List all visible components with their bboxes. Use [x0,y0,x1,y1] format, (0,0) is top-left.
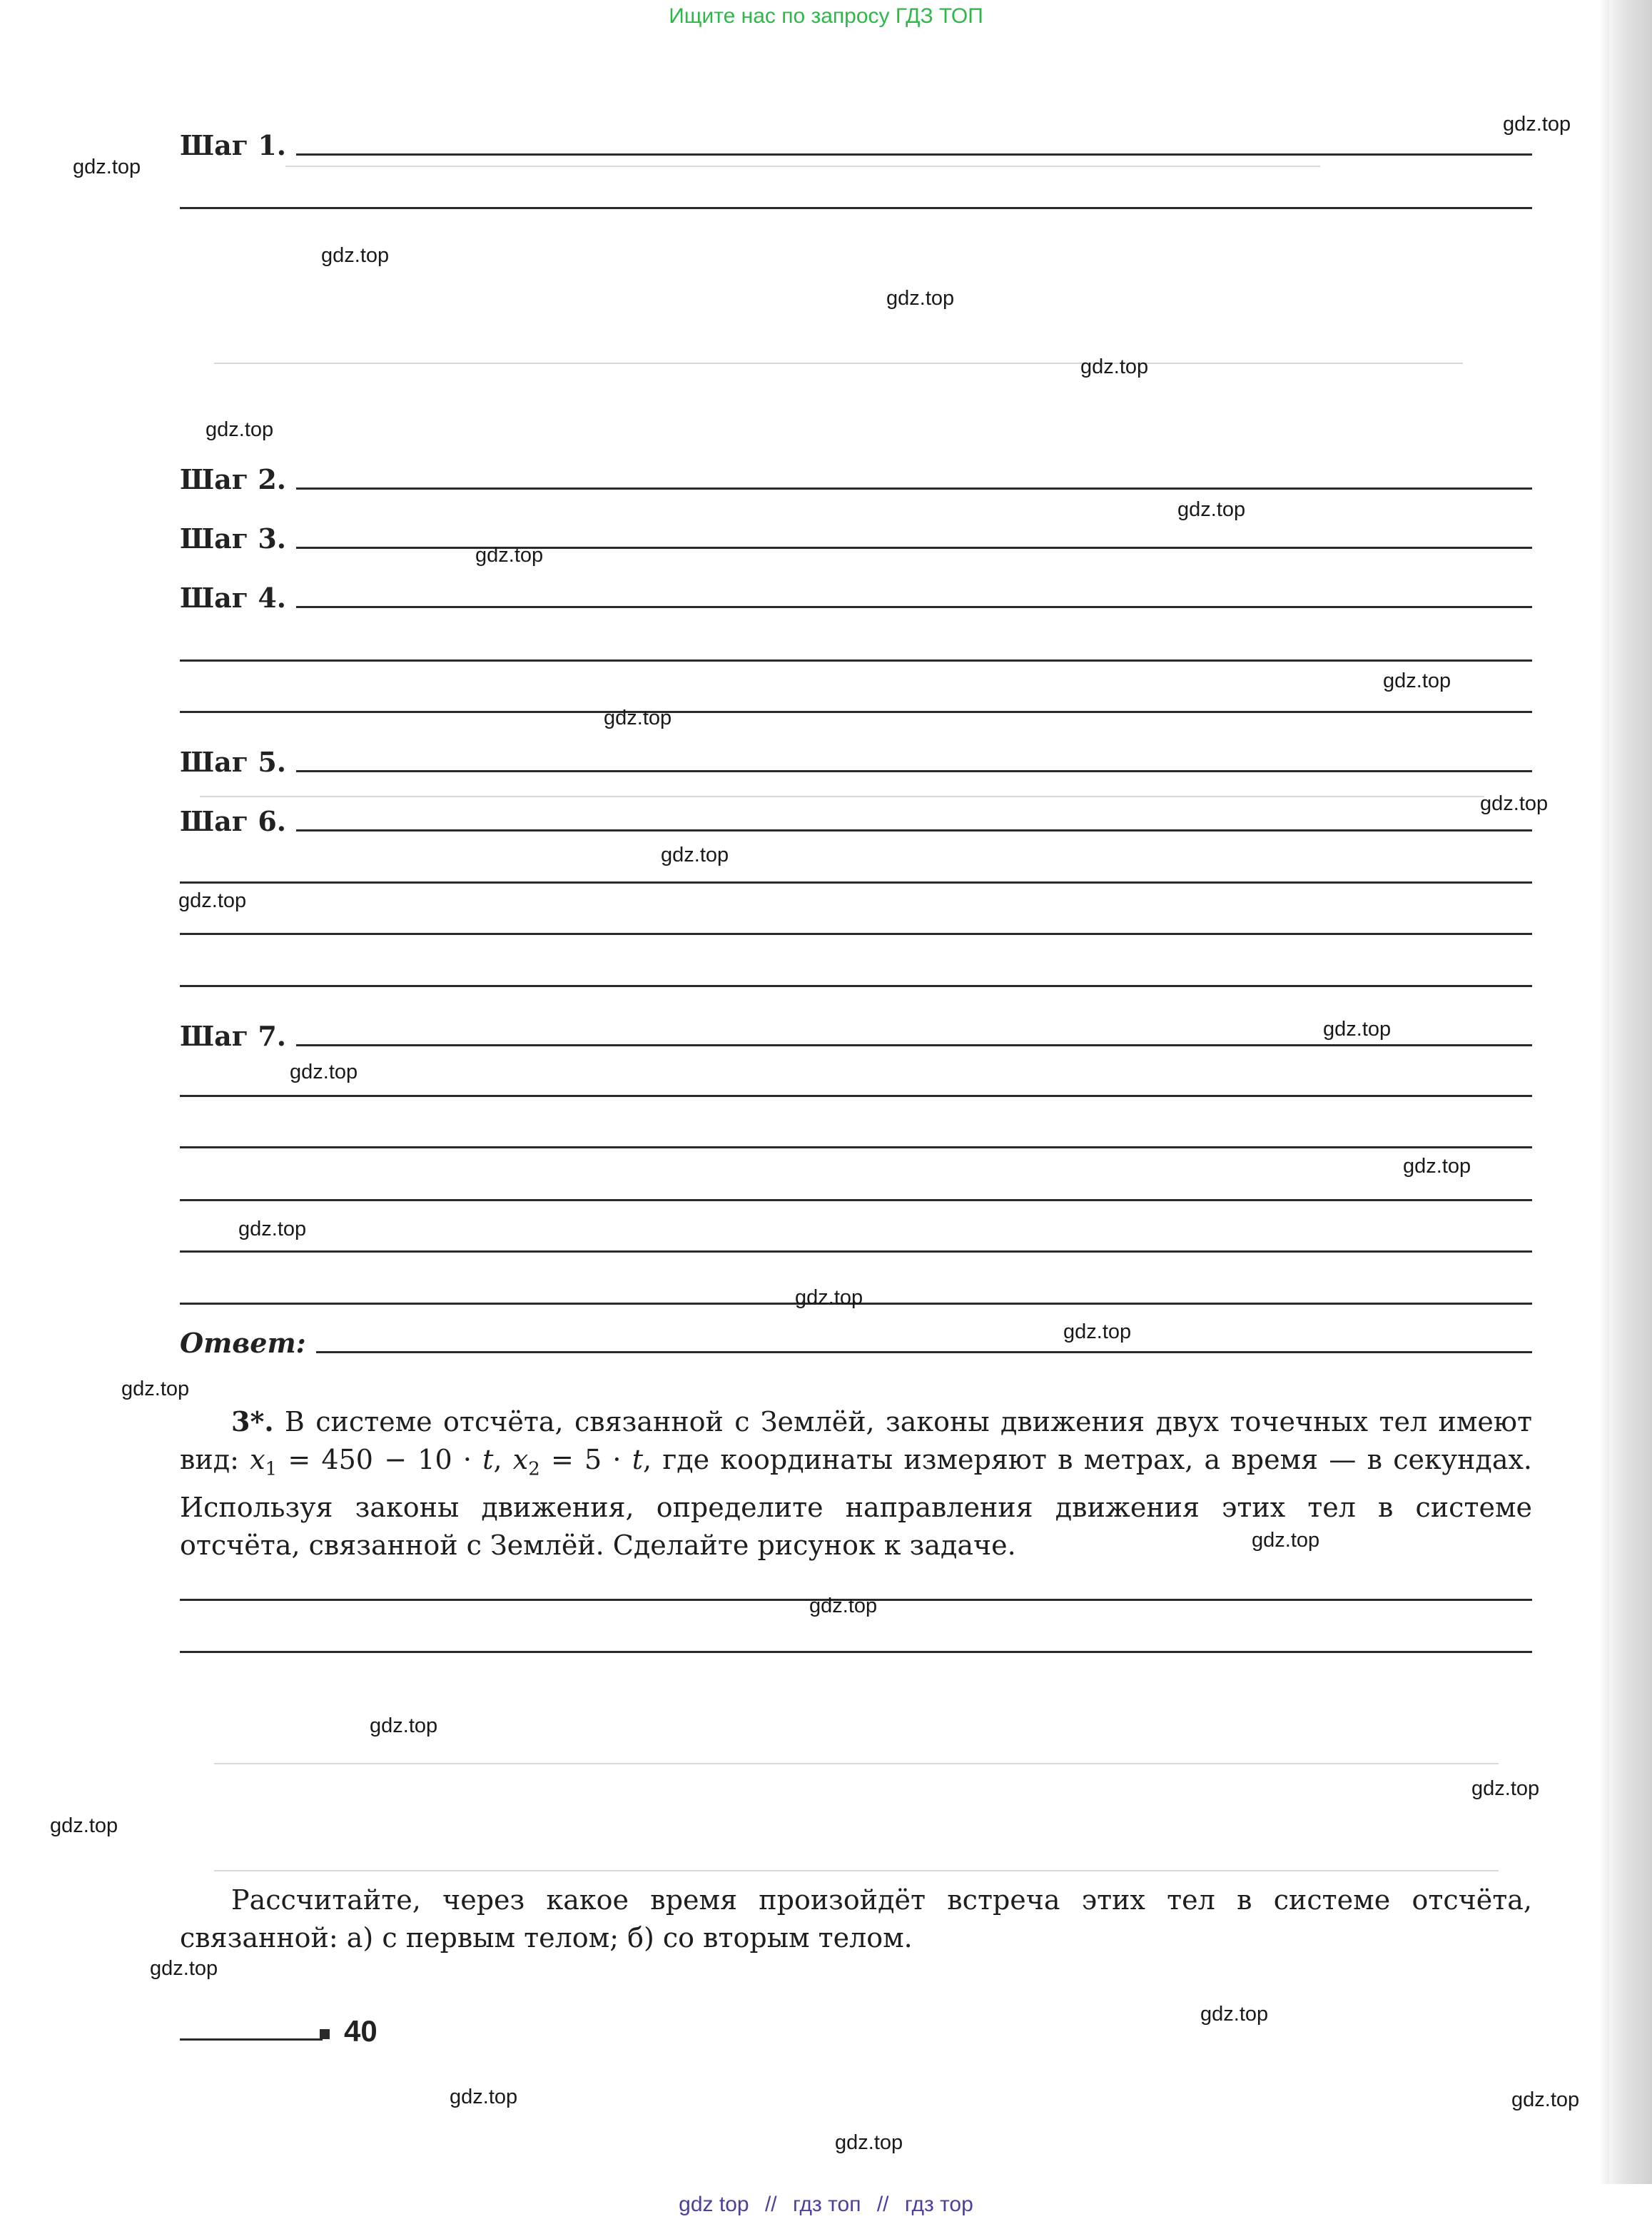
watermark: gdz.top [73,156,141,178]
writing-line[interactable] [180,659,1532,662]
step-6-label: Шаг 6. [180,805,286,837]
step-7-label: Шаг 7. [180,1020,286,1052]
step-3-label: Шаг 3. [180,522,286,555]
writing-line[interactable] [180,1146,1532,1148]
step-5-label: Шаг 5. [180,746,286,778]
watermark: gdz.top [150,1957,218,1980]
writing-line[interactable] [180,1250,1532,1253]
math-separator: , [493,1444,513,1475]
math-var: t [482,1444,494,1475]
watermark: gdz.top [321,244,390,267]
math-subscript: 1 [265,1458,278,1480]
math-var: x [512,1444,529,1475]
calculation-prompt: Рассчитайте, через какое время произойдёт встреча этих тел в системе отсчёта, связанной: а) с первым телом; б) со вторым телом. [180,1884,1532,1953]
watermark: gdz.top [1323,1018,1392,1041]
watermark: gdz.top [1403,1155,1471,1178]
writing-line[interactable] [180,933,1532,935]
step-2-row[interactable] [180,463,1532,494]
page-number-rule [180,2038,323,2041]
watermark: gdz.top [178,889,247,912]
task-3-text [180,1402,1532,1565]
writing-line[interactable] [180,881,1532,884]
watermark: gdz.top [1503,113,1571,136]
scan-page-edge [1609,0,1652,2184]
task-text-part: , где координаты измеряют в метрах, а время — в секундах. Используя законы движения, определите направления движения этих тел в системе отсчёта, связанной с Землёй. Сделайте рисунок к задаче. [180,1444,1532,1561]
watermark: gdz.top [450,2086,518,2108]
watermark: gdz.top [475,544,544,567]
watermark: gdz.top [1511,2088,1580,2111]
writing-line[interactable] [180,1199,1532,1201]
watermark: gdz.top [1252,1529,1320,1552]
step-6-row[interactable] [180,804,1532,836]
watermark: gdz.top [50,1814,118,1837]
footer-link-2[interactable]: гдз топ [792,2193,861,2216]
footer-links [0,2193,1652,2217]
top-banner[interactable]: Ищите нас по запросу ГДЗ ТОП [669,4,983,28]
page-number: 40 [344,2014,377,2048]
step-5-answer-line[interactable] [296,770,1532,772]
page-number-marker [320,2029,330,2039]
writing-line[interactable] [180,985,1532,987]
show-through-line [200,796,1484,797]
step-4-answer-line[interactable] [296,606,1532,608]
answer-line[interactable] [316,1351,1532,1353]
watermark: gdz.top [809,1594,878,1617]
watermark: gdz.top [795,1286,863,1309]
step-2-answer-line[interactable] [296,487,1532,490]
scan-shadow [1599,0,1609,2184]
show-through-line [285,166,1320,167]
show-through-line [214,1763,1499,1764]
writing-line[interactable] [180,711,1532,713]
writing-line[interactable] [180,1095,1532,1097]
task-number: 3*. [231,1405,274,1437]
math-expression: = 5 · [539,1444,632,1475]
step-1-answer-line[interactable] [296,153,1532,156]
footer-separator: // [764,2193,777,2216]
watermark: gdz.top [1200,2003,1269,2026]
watermark: gdz.top [206,418,274,441]
task-text-part: В системе отсчёта, связанной с Землёй, законы движения двух точечных тел имеют вид: [180,1406,1532,1475]
watermark: gdz.top [238,1218,307,1240]
watermark: gdz.top [1471,1777,1540,1800]
answer-label: Ответ: [180,1327,306,1359]
footer-link-3[interactable]: гдз тор [904,2193,973,2216]
watermark: gdz.top [1080,355,1149,378]
watermark: gdz.top [290,1061,358,1083]
watermark: gdz.top [604,707,672,729]
footer-link-1[interactable]: gdz top [679,2193,749,2216]
watermark: gdz.top [886,287,955,310]
watermark: gdz.top [661,844,729,866]
math-subscript: 2 [528,1458,540,1480]
writing-line[interactable] [180,1651,1532,1653]
show-through-line [214,363,1463,364]
step-4-label: Шаг 4. [180,582,286,614]
step-2-label: Шаг 2. [180,463,286,495]
watermark: gdz.top [1383,669,1451,692]
step-4-row[interactable] [180,581,1532,612]
step-1-row[interactable] [180,128,1532,160]
watermark: gdz.top [1480,792,1549,815]
watermark: gdz.top [370,1714,438,1737]
watermark: gdz.top [1177,498,1246,521]
step-7-answer-line[interactable] [296,1044,1532,1046]
step-6-answer-line[interactable] [296,829,1532,832]
math-var: t [632,1444,644,1475]
step-5-row[interactable] [180,745,1532,777]
footer-separator: // [876,2193,889,2216]
show-through-line [214,1870,1499,1871]
step-1-label: Шаг 1. [180,129,286,161]
answer-row[interactable] [180,1326,1532,1358]
writing-line[interactable] [180,207,1532,209]
watermark: gdz.top [121,1378,190,1400]
watermark: gdz.top [835,2131,903,2154]
math-expression: = 450 − 10 · [277,1444,483,1475]
watermark: gdz.top [1063,1320,1132,1343]
math-var: x [250,1444,265,1475]
step-3-row[interactable] [180,522,1532,553]
